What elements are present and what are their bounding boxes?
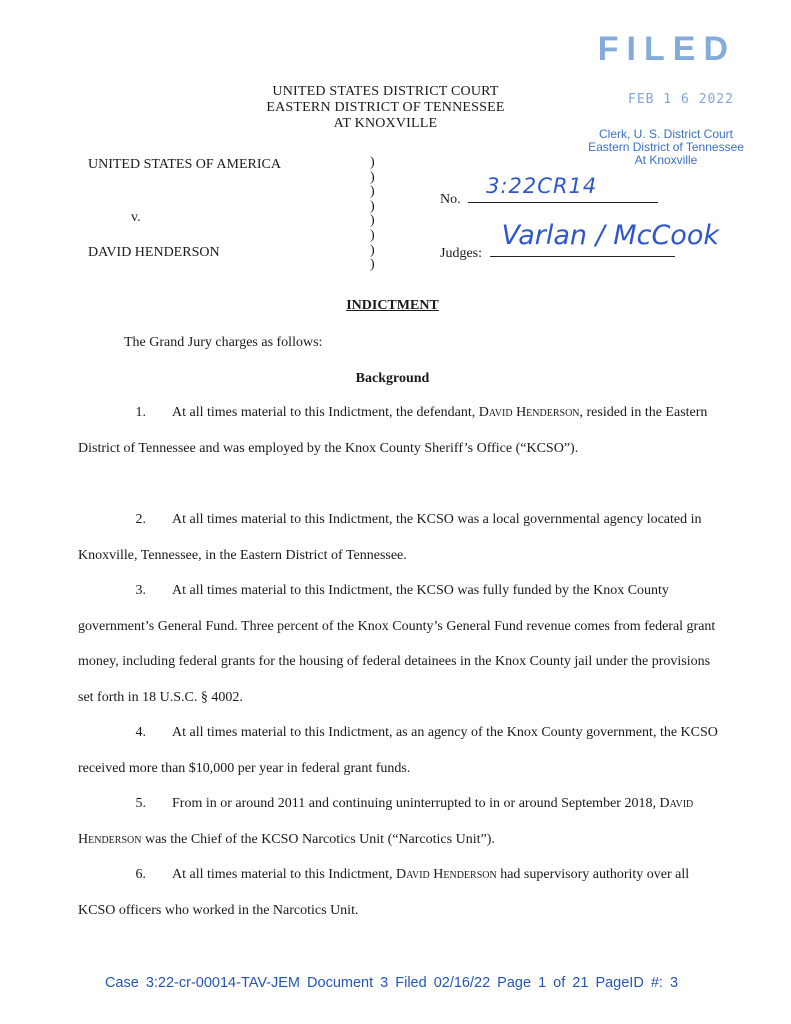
paragraph-number: 6. bbox=[135, 867, 146, 882]
paragraph bbox=[78, 395, 718, 466]
court-location: AT KNOXVILLE bbox=[333, 116, 438, 131]
judges-label: Judges: bbox=[440, 246, 482, 261]
court-district: EASTERN DISTRICT OF TENNESSEE bbox=[266, 100, 505, 115]
paren: ) bbox=[370, 184, 375, 200]
paragraph bbox=[78, 857, 718, 928]
judges bbox=[440, 220, 719, 262]
case-number-handwritten: 3:22CR14 bbox=[486, 174, 598, 198]
versus-label: v. bbox=[131, 210, 141, 225]
paragraph-text: At all times material to this Indictment, as an agency of the Knox County government, the KCSO received more than $10,000 per year in federal grant funds. bbox=[78, 725, 718, 776]
defendant-name: DAVID HENDERSON bbox=[88, 245, 220, 260]
paragraph bbox=[78, 573, 718, 715]
filed-date: FEB 1 6 2022 bbox=[628, 92, 734, 107]
document-title: INDICTMENT bbox=[346, 298, 439, 313]
defendant-name-inline: David Henderson bbox=[395, 867, 497, 882]
case-footer: Case 3:22-cr-00014-TAV-JEM Document 3 Filed 02/16/22 Page 1 of 21 PageID #: 3 bbox=[104, 975, 679, 991]
judges-line bbox=[490, 220, 719, 257]
paren: ) bbox=[370, 242, 375, 258]
paren: ) bbox=[370, 198, 375, 214]
plaintiff-name: UNITED STATES OF AMERICA bbox=[88, 157, 281, 172]
paragraph-number: 1. bbox=[135, 405, 146, 420]
paragraph-text: At all times material to this Indictment, David Henderson had supervisory authority over all KCSO officers who worked in the Narcotics Unit. bbox=[78, 867, 690, 918]
filed-stamp: FILED bbox=[597, 30, 736, 68]
paragraph-text: At all times material to this Indictment, the KCSO was fully funded by the Knox County government’s General Fund. Three percent of the Knox County’s General Fund revenue comes from federal grant money, including federal grants for the housing of federal detainees in the Knox County jail under the provisions set forth in 18 U.S.C. § 4002. bbox=[78, 583, 716, 705]
paragraph-number: 2. bbox=[135, 512, 146, 527]
paragraph-text: From in or around 2011 and continuing uninterrupted to in or around September 2018, David Henderson was the Chief of the KCSO Narcotics Unit (“Narcotics Unit”). bbox=[78, 796, 694, 847]
paren: ) bbox=[370, 169, 375, 185]
paragraph-number: 4. bbox=[135, 725, 146, 740]
clerk-line: Clerk, U. S. District Court bbox=[598, 127, 733, 141]
paren: ) bbox=[370, 213, 375, 229]
paragraph-text: At all times material to this Indictment, the KCSO was a local governmental agency located in Knoxville, Tennessee, in the Eastern District of Tennessee. bbox=[78, 512, 702, 563]
court-header bbox=[0, 84, 791, 132]
paren: ) bbox=[370, 155, 375, 170]
judges-handwritten: Varlan / McCook bbox=[501, 220, 719, 251]
defendant-name-inline: David Henderson bbox=[78, 796, 694, 847]
paragraph bbox=[78, 786, 718, 857]
paragraph bbox=[78, 715, 718, 786]
paren: ) bbox=[370, 257, 375, 273]
paragraph-number: 3. bbox=[135, 583, 146, 598]
paragraph-text: At all times material to this Indictment, the defendant, David Henderson, resided in the Eastern District of Tennessee and was employed by the Knox County Sheriff’s Office (“KCSO”). bbox=[78, 405, 708, 456]
intro-text: The Grand Jury charges as follows: bbox=[124, 335, 323, 350]
court-name: UNITED STATES DISTRICT COURT bbox=[272, 84, 499, 99]
clerk-line: Eastern District of Tennessee bbox=[588, 140, 744, 154]
case-number-label: No. bbox=[440, 192, 461, 207]
paragraph bbox=[78, 502, 718, 573]
section-heading: Background bbox=[355, 371, 430, 386]
case-number bbox=[440, 174, 658, 208]
defendant-name-inline: David Henderson bbox=[478, 405, 580, 420]
clerk-stamp bbox=[580, 128, 752, 167]
case-number-line bbox=[468, 174, 658, 203]
caption-parentheses bbox=[370, 156, 375, 273]
clerk-line: At Knoxville bbox=[634, 153, 698, 167]
paren: ) bbox=[370, 227, 375, 243]
paragraph-number: 5. bbox=[135, 796, 146, 811]
